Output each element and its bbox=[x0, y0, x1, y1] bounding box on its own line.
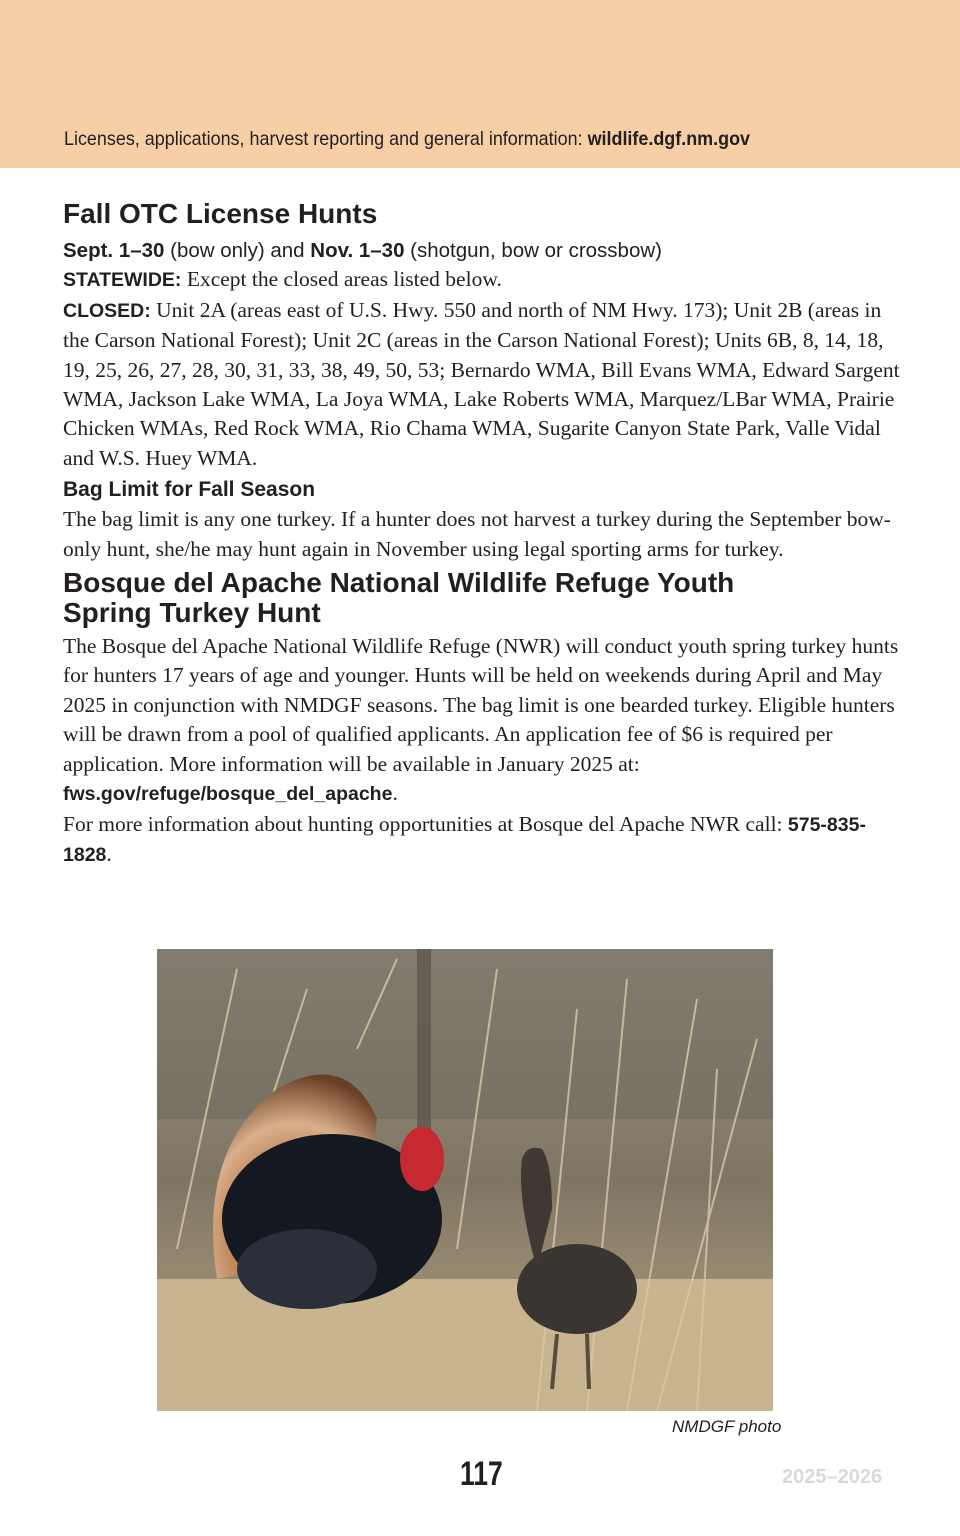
tom-wing bbox=[237, 1229, 377, 1309]
date-nov-note: (shotgun, bow or crossbow) bbox=[404, 239, 662, 262]
bosque-text: The Bosque del Apache National Wildlife Refuge (NWR) will conduct youth spring turkey hunts for hunters 17 years of age and younger. Hunts will be held on weekends during April and May 2025 in conjunction with NMDGF seasons. The bag limit is one bearded turkey. Eligible hunters will be drawn from a pool of qualified applicants. An application fee of $6 is required per application. More information will be available in January 2025 at: bbox=[63, 634, 899, 776]
date-sept: Sept. 1–30 bbox=[63, 239, 165, 262]
bosque-heading bbox=[63, 568, 903, 628]
date-nov: Nov. 1–30 bbox=[310, 239, 405, 262]
turkey-photo bbox=[157, 949, 773, 1411]
bag-limit-text: The bag limit is any one turkey. If a hunter does not harvest a turkey during the September bow-only hunt, she/he may hunt again in November using legal sporting arms for turkey. bbox=[63, 507, 891, 561]
dry-grass bbox=[157, 1279, 773, 1411]
bosque-heading-line1: Bosque del Apache National Wildlife Refuge Youth bbox=[63, 567, 735, 599]
closed-text: Unit 2A (areas east of U.S. Hwy. 550 and north of NM Hwy. 173); Unit 2B (areas in the Carson National Forest); Unit 2C (areas in the Carson National Forest); Units 6B, 8, 14, 18, 19, 25, 26, 27, 28, 30, 31, 33, 38, 49, 50, 53; Bernardo WMA, Bill Evans WMA, Edward Sargent WMA, Jackson Lake WMA, La Joya WMA, Lake Roberts WMA, Marquez/LBar WMA, Prairie Chicken WMAs, Red Rock WMA, Rio Chama WMA, Sugarite Canyon State Park, Valle Vidal and W.S. Huey WMA. bbox=[63, 297, 900, 470]
closed-label: CLOSED: bbox=[63, 299, 151, 322]
more-info-text: For more information about hunting opportunities at Bosque del Apache NWR call: bbox=[63, 811, 788, 836]
photo-caption: NMDGF photo bbox=[672, 1417, 782, 1436]
turkey-illustration bbox=[157, 949, 773, 1411]
edition-years: 2025–2026 bbox=[782, 1466, 883, 1488]
page-number: 117 bbox=[460, 1455, 503, 1493]
more-info-paragraph bbox=[63, 810, 903, 871]
header-info bbox=[64, 128, 750, 151]
season-dates bbox=[63, 236, 903, 265]
bosque-paragraph bbox=[63, 632, 903, 809]
closed-paragraph bbox=[63, 296, 903, 473]
bosque-url-link[interactable]: fws.gov/refuge/bosque_del_apache bbox=[63, 783, 393, 806]
website-link[interactable]: wildlife.dgf.nm.gov bbox=[587, 128, 751, 150]
fall-otc-heading: Fall OTC License Hunts bbox=[63, 198, 378, 229]
statewide-label: STATEWIDE: bbox=[63, 269, 182, 292]
hen-leg bbox=[587, 1334, 589, 1389]
statewide-text: Except the closed areas listed below. bbox=[181, 267, 502, 292]
phone-end: . bbox=[106, 841, 112, 866]
header-info-text: Licenses, applications, harvest reporting and general information: bbox=[64, 128, 588, 150]
phone-number[interactable]: 575-835-1828 bbox=[63, 813, 866, 866]
date-sept-note: (bow only) and bbox=[164, 239, 311, 262]
bag-limit-heading: Bag Limit for Fall Season bbox=[63, 478, 316, 502]
bosque-heading-line2: Spring Turkey Hunt bbox=[63, 597, 321, 629]
tom-wattle bbox=[400, 1127, 444, 1191]
main-content bbox=[63, 196, 903, 870]
bosque-url-end: . bbox=[392, 781, 398, 806]
statewide-paragraph bbox=[63, 265, 903, 295]
